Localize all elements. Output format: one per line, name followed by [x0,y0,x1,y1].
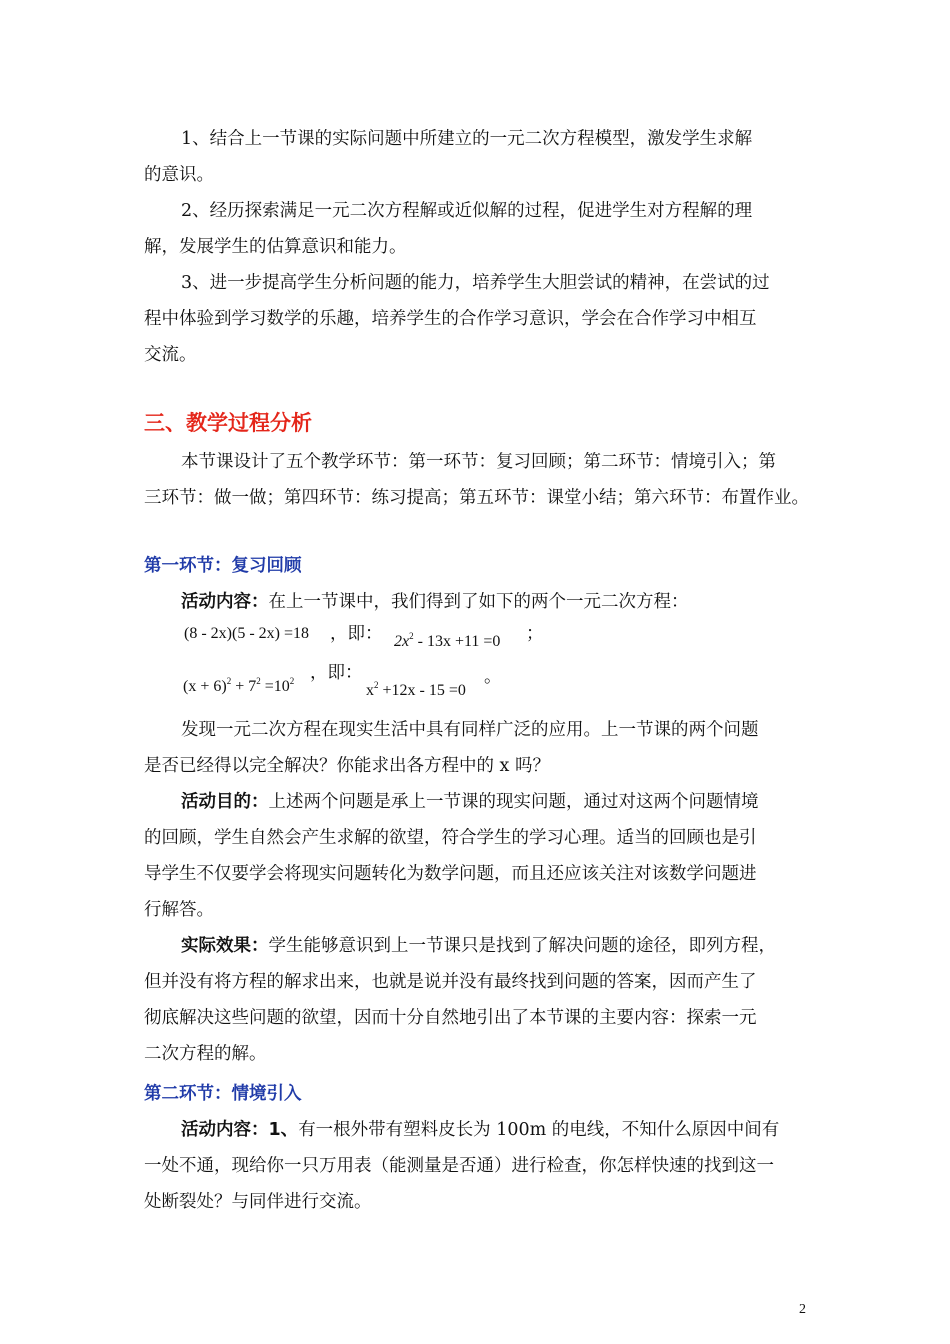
section-heading: 三、教学过程分析 [144,411,312,435]
stage-1-discuss-line-2: 是否已经得以完全解决？你能求出各方程中的 x 吗？ [144,756,550,776]
eq1-exp: 2 [409,631,414,641]
equation-2-end: 。 [484,667,502,687]
stage-2-heading: 第二环节：情境引入 [144,1084,302,1104]
equation-1-standard [394,625,500,653]
stage-2-content-label: 活动内容：1、 [181,1120,299,1140]
objective-3-line-3: 交流。 [144,345,197,365]
activity-purpose-text: 上述两个问题是承上一节课的现实问题，通过对这两个问题情境 [268,792,759,812]
equation-1-connector: ，即： [330,624,383,644]
objective-2-line-1: 2、经历探索满足一元二次方程解或近似解的过程，促进学生对方程解的理 [181,201,753,221]
activity-purpose-line-1 [181,790,759,814]
eq2-std-term-a: x [366,682,374,699]
equation-1-end: ； [526,624,544,644]
stage-2-content-line-1 [181,1118,779,1142]
objective-1-line-1: 1、结合上一节课的实际问题中所建立的一元二次方程模型，激发学生求解 [181,129,753,149]
stage-2-content-line-3: 处断裂处？与同伴进行交流。 [144,1192,372,1212]
actual-effect-text: 学生能够意识到上一节课只是找到了解决问题的途径，即列方程， [268,936,776,956]
section-intro-line-2: 三环节：做一做；第四环节：练习提高；第五环节：课堂小结；第六环节：布置作业。 [144,488,809,508]
activity-purpose-label: 活动目的： [181,792,269,812]
activity-content-label: 活动内容： [181,592,269,612]
stage-2-content-line-2: 一处不通，现给你一只万用表（能测量是否通）进行检查，你怎样快速的找到这一 [144,1156,774,1176]
eq2-exp-c: 2 [289,676,295,686]
stage-1-discuss-line-1: 发现一元二次方程在现实生活中具有同样广泛的应用。上一节课的两个问题 [181,720,759,740]
actual-effect-line-1 [181,934,776,958]
eq2-term-a: (x + 6) [183,678,227,695]
objective-2-line-2: 解，发展学生的估算意识和能力。 [144,237,407,257]
equation-1-original: (8 - 2x)(5 - 2x) =18 [184,625,309,642]
stage-2-content-text: 有一根外带有塑料皮长为 100m 的电线，不知什么原因中间有 [298,1120,780,1140]
activity-purpose-line-4: 行解答。 [144,900,214,920]
eq2-exp-a: 2 [226,676,232,686]
stage-1-heading: 第一环节：复习回顾 [144,556,302,576]
equation-2-connector: ，即： [310,663,363,683]
stage-1-content [181,590,689,614]
eq2-std-rest: +12x - 15 =0 [378,682,466,699]
actual-effect-line-3: 彻底解决这些问题的欲望，因而十分自然地引出了本节课的主要内容：探索一元 [144,1008,757,1028]
actual-effect-line-4: 二次方程的解。 [144,1044,267,1064]
eq1-term-a: 2x [394,633,410,650]
eq2-term-b: + 7 [231,678,257,695]
eq2-std-exp: 2 [374,680,379,690]
section-intro-line-1: 本节课设计了五个教学环节：第一环节：复习回顾；第二环节：情境引入；第 [181,452,776,472]
eq1-rest: - 13x +11 =0 [413,633,501,650]
eq2-term-c: =10 [260,678,290,695]
eq2-exp-b: 2 [256,676,261,686]
objective-3-line-1: 3、进一步提高学生分析问题的能力，培养学生大胆尝试的精神，在尝试的过 [181,273,770,293]
actual-effect-line-2: 但并没有将方程的解求出来，也就是说并没有最终找到问题的答案，因而产生了 [144,972,757,992]
equation-2-original [183,670,294,698]
page-number: 2 [799,1302,806,1317]
activity-purpose-line-3: 导学生不仅要学会将现实问题转化为数学问题，而且还应该关注对该数学问题进 [144,864,757,884]
activity-purpose-line-2: 的回顾，学生自然会产生求解的欲望，符合学生的学习心理。适当的回顾也是引 [144,828,757,848]
actual-effect-label: 实际效果： [181,936,269,956]
activity-content-text: 在上一节课中，我们得到了如下的两个一元二次方程： [268,592,689,612]
equation-2-standard [366,674,466,702]
objective-1-line-2: 的意识。 [144,165,214,185]
objective-3-line-2: 程中体验到学习数学的乐趣，培养学生的合作学习意识，学会在合作学习中相互 [144,309,757,329]
